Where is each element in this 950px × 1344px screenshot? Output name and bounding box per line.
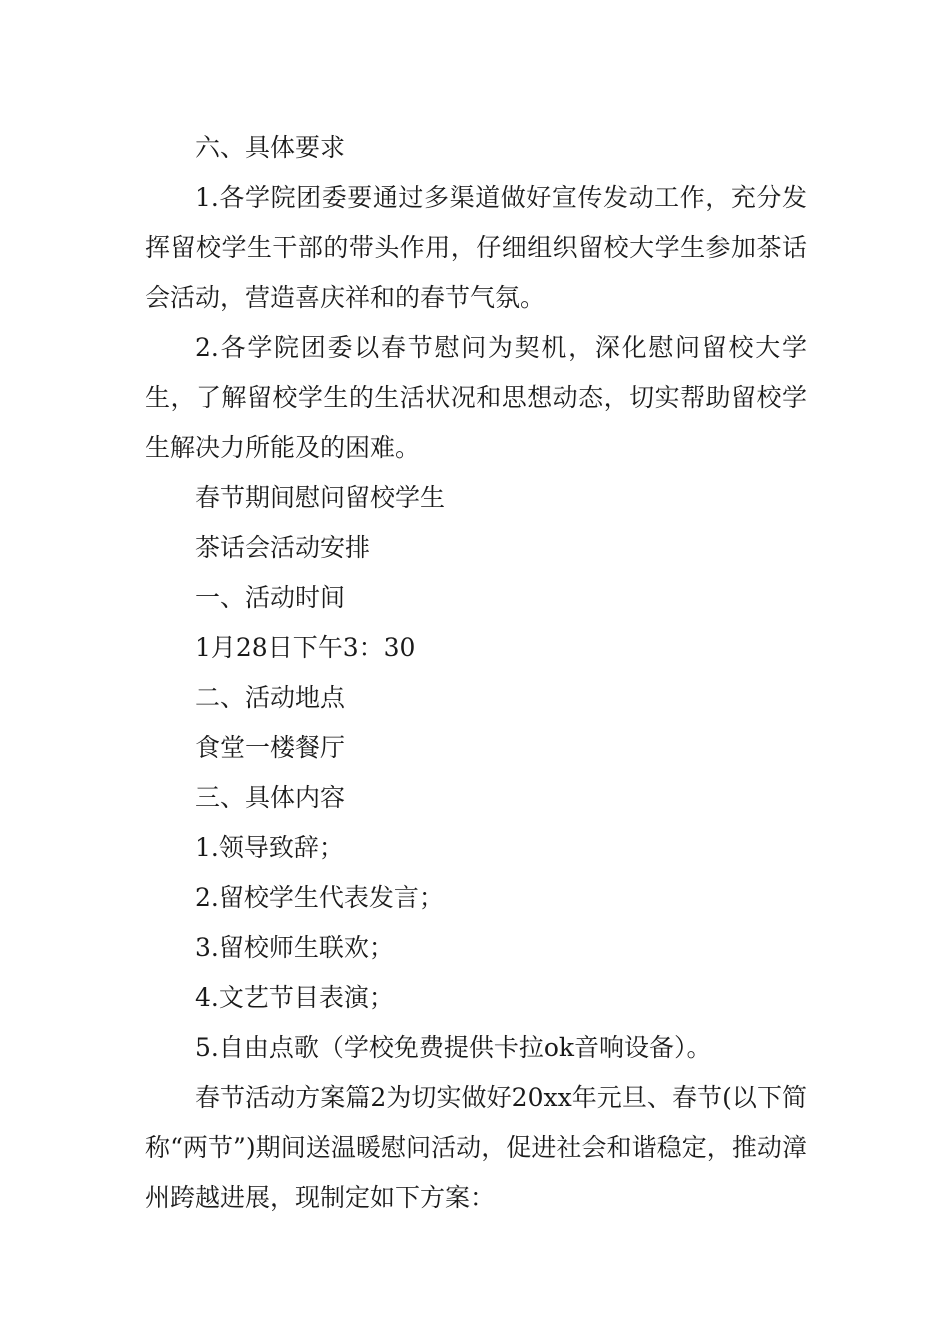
section-heading-time: 一、活动时间 <box>195 583 346 612</box>
section-heading-content: 三、具体内容 <box>195 783 346 812</box>
activity-location: 食堂一楼餐厅 <box>195 733 346 762</box>
content-item-3: 3.留校师生联欢； <box>195 933 394 962</box>
subtitle-line-1: 春节期间慰问留校学生 <box>195 483 446 512</box>
paragraph-plan-2-intro: 春节活动方案篇2为切实做好20xx年元旦、春节(以下简称“两节”)期间送温暖慰问活动，促进社会和谐稳定，推动漳州跨越进展，现制定如下方案： <box>145 1083 807 1212</box>
activity-time: 1月28日下午3：30 <box>195 633 416 662</box>
document-body <box>145 123 807 1223</box>
paragraph-requirement-1: 1.各学院团委要通过多渠道做好宣传发动工作，充分发挥留校学生干部的带头作用，仔细组织留校大学生参加茶话会活动，营造喜庆祥和的春节气氛。 <box>145 183 807 312</box>
section-heading-location: 二、活动地点 <box>195 683 346 712</box>
section-heading-requirements: 六、具体要求 <box>195 133 346 162</box>
content-item-2: 2.留校学生代表发言； <box>195 883 444 912</box>
subtitle-line-2: 茶话会活动安排 <box>195 533 371 562</box>
paragraph-requirement-2: 2.各学院团委以春节慰问为契机，深化慰问留校大学生，了解留校学生的生活状况和思想动态，切实帮助留校学生解决力所能及的困难。 <box>145 333 807 462</box>
content-item-1: 1.领导致辞； <box>195 833 344 862</box>
content-item-5: 5.自由点歌（学校免费提供卡拉ok音响设备）。 <box>195 1033 712 1062</box>
content-item-4: 4.文艺节目表演； <box>195 983 394 1012</box>
